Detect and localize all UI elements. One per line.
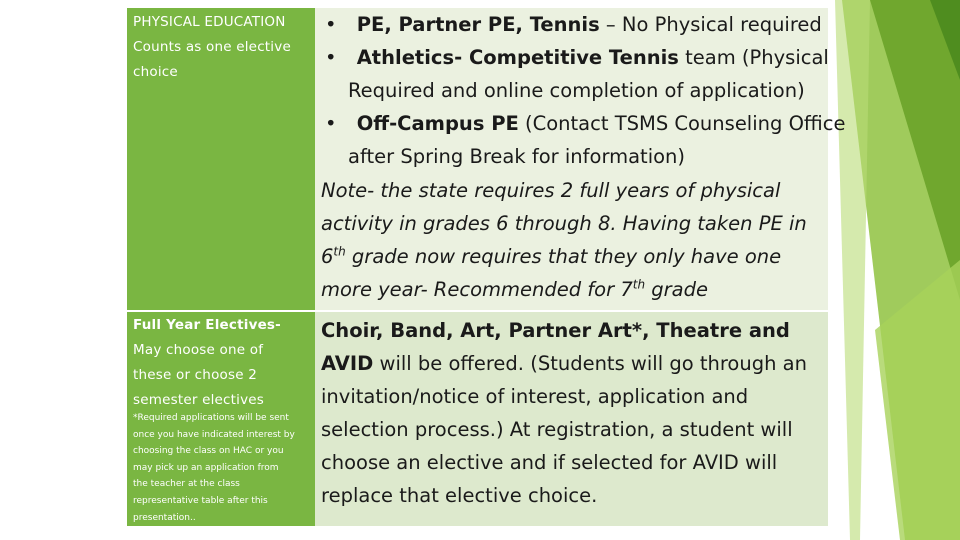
pe-bullet-1: [325, 8, 822, 41]
electives-line-2: May choose one of: [133, 342, 264, 358]
electives-body-line-2: [321, 347, 807, 380]
footnote-line: presentation..: [133, 512, 196, 523]
pe-note-line-1: Note- the state requires 2 full years of physical: [321, 179, 781, 202]
pe-category-subtitle-1: Counts as one elective: [133, 39, 291, 55]
electives-body-line-1: [321, 314, 790, 347]
bullet-glyph: •: [325, 112, 337, 135]
footnote-line: representative table after this: [133, 495, 268, 506]
footnote-line: may pick up an application from: [133, 462, 279, 473]
footnote-line: *Required applications will be sent: [133, 413, 289, 423]
note-superscript: th: [632, 277, 646, 292]
electives-list-bold: Choir, Band, Art, Partner Art*, Theatre and: [321, 319, 790, 342]
electives-line-1: Full Year Electives-: [133, 317, 281, 333]
pe-category-title: PHYSICAL EDUCATION: [133, 14, 286, 30]
electives-line-4: semester electives: [133, 392, 265, 408]
electives-text: will be offered. (Students will go through an: [373, 352, 807, 375]
note-text: grade: [645, 278, 708, 301]
electives-category-text: [133, 313, 311, 413]
footnote-line: choosing the class on HAC or you: [133, 446, 284, 457]
note-text: grade now requires that they only have one: [345, 245, 782, 268]
note-text: more year- Recommended for 7: [321, 278, 633, 301]
pe-bullet-3-bold: Off-Campus PE: [356, 112, 519, 135]
bullet-glyph: •: [325, 13, 337, 36]
bullet-glyph: •: [325, 46, 337, 69]
pe-note-line-3: [321, 240, 781, 273]
pe-details-cell: [315, 8, 846, 310]
electives-body-line-6: replace that elective choice.: [321, 484, 598, 507]
pe-bullet-3-rest: (Contact TSMS Counseling Office: [518, 112, 846, 135]
pe-bullet-3-cont: after Spring Break for information): [348, 145, 686, 168]
footnote-line: the teacher at the class: [133, 479, 240, 490]
pe-bullet-2-rest: team (Physical: [678, 46, 829, 69]
pe-bullet-2-cont: Required and online completion of application): [348, 79, 805, 102]
pe-note-line-4: [321, 273, 708, 306]
electives-category-cell: [127, 312, 315, 526]
electives-body-line-4: selection process.) At registration, a student will: [321, 418, 793, 441]
pe-note-line-2: activity in grades 6 through 8. Having taken PE in: [321, 212, 807, 235]
electives-line-3: these or choose 2: [133, 367, 258, 383]
pe-bullet-3: [325, 107, 846, 140]
electives-body-line-3: invitation/notice of interest, application and: [321, 385, 749, 408]
electives-body-line-5: choose an elective and if selected for AVID will: [321, 451, 778, 474]
footnote-line: once you have indicated interest by: [133, 429, 295, 440]
electives-details-cell: [315, 312, 828, 526]
pe-category-text: [133, 10, 311, 85]
note-grade-number: 6: [321, 245, 334, 268]
pe-bullet-1-rest: – No Physical required: [599, 13, 822, 36]
pe-bullet-2: [325, 41, 829, 74]
pe-bullet-1-bold: PE, Partner PE, Tennis: [356, 13, 600, 36]
pe-bullet-2-bold: Athletics- Competitive Tennis: [356, 46, 679, 69]
note-superscript: th: [333, 244, 346, 259]
deco-facet-5: [835, 0, 870, 540]
pe-category-cell: [127, 8, 315, 310]
electives-footnote: [133, 410, 311, 526]
pe-category-subtitle-2: choice: [133, 64, 178, 80]
avid-bold: AVID: [321, 352, 374, 375]
